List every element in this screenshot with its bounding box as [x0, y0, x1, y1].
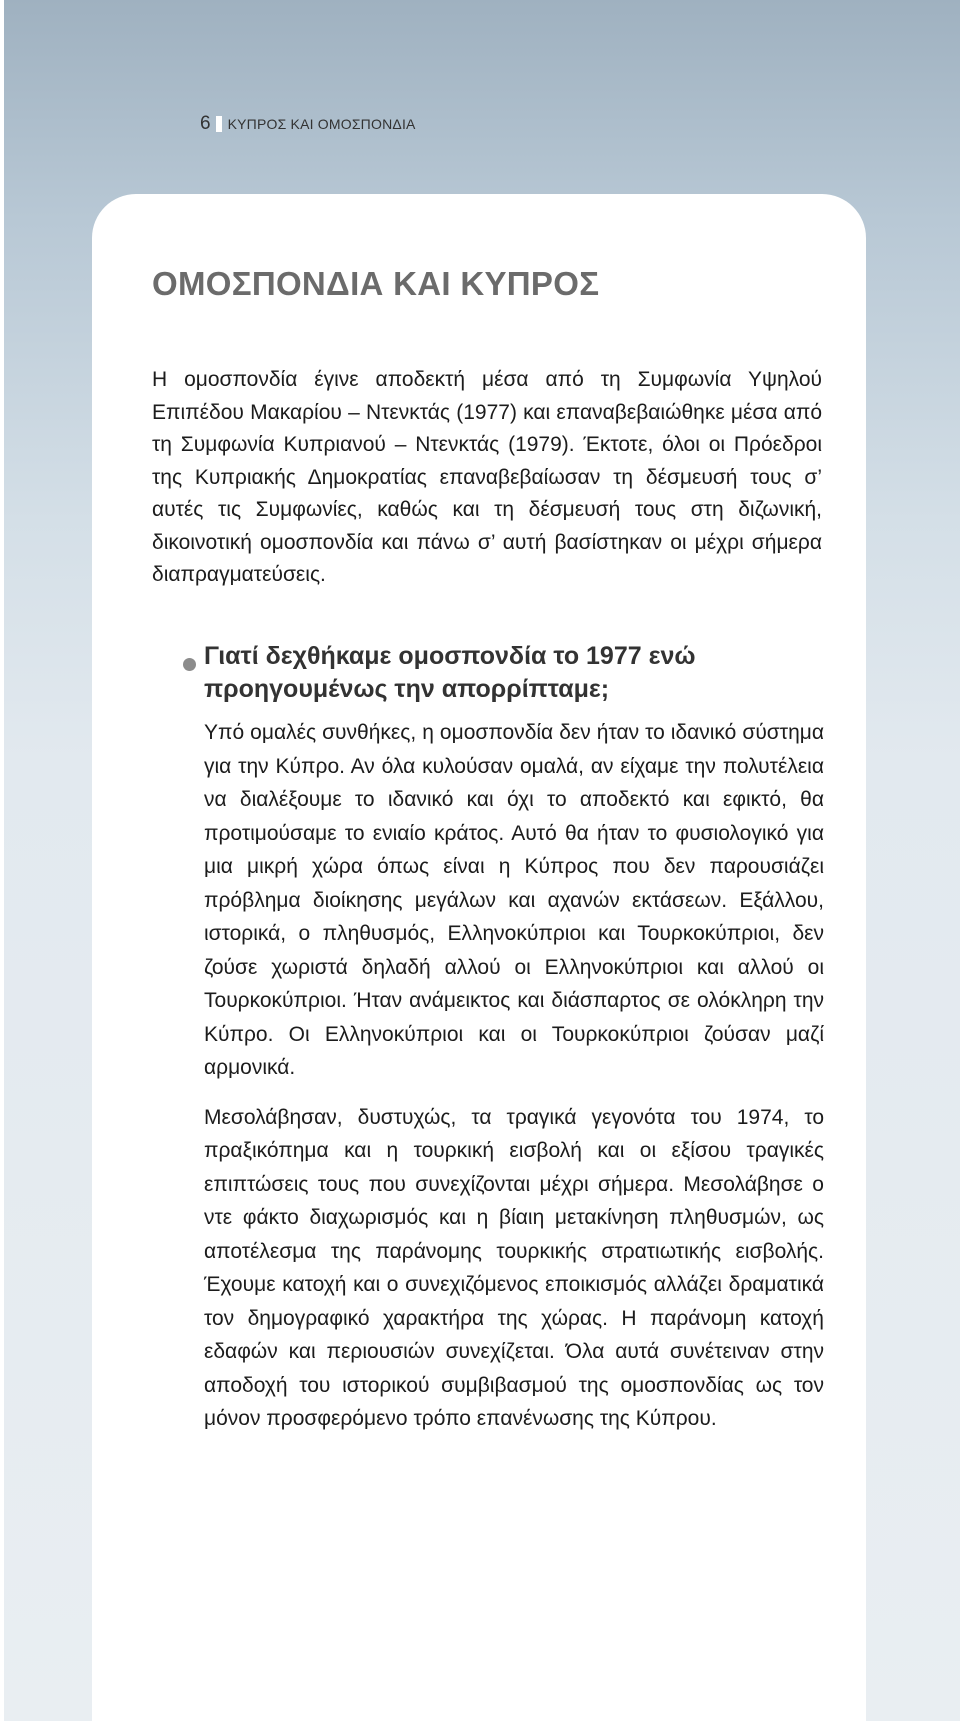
header-marker: [216, 116, 222, 132]
running-header: [200, 112, 416, 136]
answer-block: [204, 716, 824, 1452]
answer-paragraph-2: Μεσολάβησαν, δυστυχώς, τα τραγικά γεγονότα του 1974, το πραξικόπημα και η τουρκική εισβολή και οι εξίσου τραγικές επιπτώσεις τους που συνεχίζονται μέχρι σήμερα. Μεσολάβησε ο ντε φάκτο διαχωρισμός και η βίαιη μετακίνηση πληθυσμών, ως αποτέλεσμα της παράνομης τουρκικής στρατιωτικής εισβολής. Έχουμε κατοχή και ο συνεχιζόμενος εποικισμός αλλάζει δραματικά τον δημογραφικό χαρακτήρα της χώρας. Η παράνομη κατοχή εδαφών και περιουσιών συνεχίζεται. Όλα αυτά συνέτειναν στην αποδοχή του ιστορικού συμβιβασμού της ομοσπονδίας ως τον μόνον προσφερόμενο τρόπο επανένωσης της Κύπρου.: [204, 1105, 824, 1430]
question-heading: Γιατί δεχθήκαμε ομοσπονδία το 1977 ενώ προηγουμένως την απορρίπταμε;: [204, 642, 696, 703]
page-number: 6: [200, 113, 211, 134]
question-block: [178, 640, 828, 706]
running-header-title: ΚΥΠΡΟΣ ΚΑΙ ΟΜΟΣΠΟΝΔΙΑ: [227, 116, 416, 132]
section-title: ΟΜΟΣΠΟΝΔΙΑ ΚΑΙ ΚΥΠΡΟΣ: [152, 265, 600, 302]
answer-paragraph-1: Υπό ομαλές συνθήκες, η ομοσπονδία δεν ήταν το ιδανικό σύστημα για την Κύπρο. Αν όλα κυλούσαν ομαλά, αν είχαμε την πολυτέλεια να διαλέξουμε το ιδανικό και όχι το αποδεκτό και εφικτό, θα προτιμούσαμε το ενιαίο κράτος. Αυτό θα ήταν το φυσιολογικό για μια μικρή χώρα όπως είναι η Κύπρος που δεν παρουσιάζει πρόβλημα διοίκησης μεγάλων και αχανών εκτάσεων. Εξάλλου, ιστορικά, ο πληθυσμός, Ελληνοκύπριοι και Τουρκοκύπριοι, δεν ζούσε χωριστά δηλαδή αλλού οι Ελληνοκύπριοι και αλλού οι Τουρκοκύπριοι. Ήταν ανάμεικτος και διάσπαρτος σε ολόκληρη την Κύπρο. Οι Ελληνοκύπριοι και οι Τουρκοκύπριοι ζούσαν μαζί αρμονικά.: [204, 721, 824, 1079]
bullet-icon: [183, 658, 196, 671]
intro-paragraph: Η ομοσπονδία έγινε αποδεκτή μέσα από τη Συμφωνία Υψηλού Επιπέδου Μακαρίου – Ντενκτάς (1977) και επαναβεβαιώθηκε μέσα από τη Συμφωνία Κυπριανού – Ντενκτάς (1979). Έκτοτε, όλοι οι Πρόεδροι της Κυπριακής Δημοκρατίας επαναβεβαίωσαν τη δέσμευσή τους σ’ αυτές τις Συμφωνίες, καθώς και τη δέσμευσή τους στη διζωνική, δικοινοτική ομοσπονδία και πάνω σ’ αυτή βασίστηκαν οι μέχρι σήμερα διαπραγματεύσεις.: [152, 368, 822, 586]
